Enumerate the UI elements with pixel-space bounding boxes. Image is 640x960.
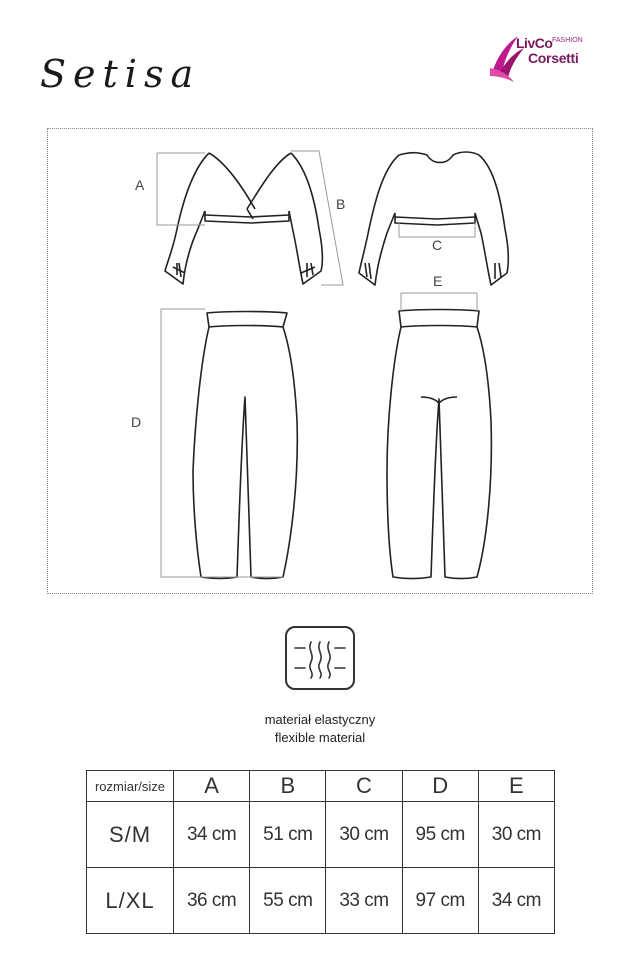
logo-line-1: LivCo [516,35,553,51]
product-name: Setisa [40,52,201,96]
table-cell: 95 cm [402,802,478,868]
material-label-pl: materiał elastyczny [264,712,376,727]
material-label-en: flexible material [274,730,366,745]
front-pants-drawing [193,312,297,579]
size-table [86,770,555,934]
garment-illustration [48,129,594,595]
column-header-a: A [174,771,250,802]
table-cell: 30 cm [326,802,402,868]
stretch-material-icon [285,626,355,690]
size-name: S/M [87,802,174,868]
size-column-header: rozmiar/size [87,771,174,802]
back-top-drawing [359,152,508,285]
back-pants-drawing [387,310,491,579]
column-header-e: E [478,771,554,802]
table-cell: 34 cm [174,802,250,868]
dimension-label-b: B [336,196,346,212]
table-row [87,868,555,934]
measurement-diagram [47,128,593,594]
table-cell: 55 cm [250,868,326,934]
dimension-label-a: A [135,177,145,193]
size-name: L/XL [87,868,174,934]
logo-tag: FASHION [552,37,583,44]
front-top-drawing [165,153,322,284]
column-header-c: C [326,771,402,802]
dimension-label-c: C [432,237,443,253]
table-cell: 51 cm [250,802,326,868]
table-row [87,802,555,868]
table-cell: 97 cm [402,868,478,934]
size-table-header-row [87,771,555,802]
table-cell: 33 cm [326,868,402,934]
table-cell: 36 cm [174,868,250,934]
column-header-b: B [250,771,326,802]
table-cell: 30 cm [478,802,554,868]
dimension-label-e: E [433,273,443,289]
brand-logo [488,28,598,84]
logo-line-2: Corsetti [528,50,579,66]
dimension-label-d: D [131,414,142,430]
column-header-d: D [402,771,478,802]
table-cell: 34 cm [478,868,554,934]
